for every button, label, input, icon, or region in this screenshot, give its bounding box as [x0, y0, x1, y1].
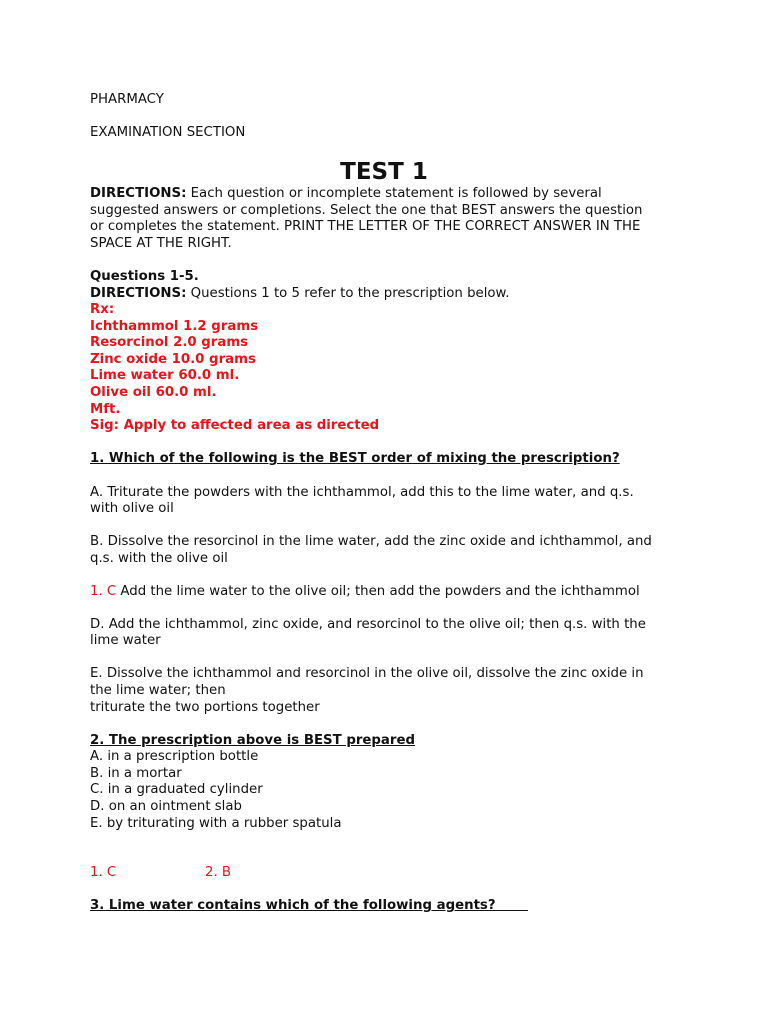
rx-ichthammol: Ichthammol 1.2 grams: [90, 319, 259, 334]
rx-zinc-oxide: Zinc oxide 10.0 grams: [90, 352, 256, 367]
directions-text-1: Each question or incomplete statement is followed by several: [186, 186, 602, 201]
q1-option-a-line-2: with olive oil: [90, 501, 174, 516]
rx-sig: Sig: Apply to affected area as directed: [90, 418, 380, 433]
q2-option-d: D. on an ointment slab: [90, 799, 242, 814]
q1-option-c: [90, 584, 640, 601]
header-pharmacy: PHARMACY: [90, 92, 164, 107]
rx-resorcinol: Resorcinol 2.0 grams: [90, 335, 249, 350]
q2-option-b: B. in a mortar: [90, 766, 182, 781]
header-exam-section: EXAMINATION SECTION: [90, 125, 246, 140]
answer-2: 2. B: [205, 865, 232, 880]
q1-option-e-line-2: the lime water; then: [90, 683, 226, 698]
q1-option-d-line-1: D. Add the ichthammol, zinc oxide, and resorcinol to the olive oil; then q.s. with the: [90, 617, 646, 632]
q1-option-a-line-1: A. Triturate the powders with the ichthammol, add this to the lime water, and q.s.: [90, 485, 634, 500]
q1-option-b-line-1: B. Dissolve the resorcinol in the lime water, add the zinc oxide and ichthammol, and: [90, 534, 652, 549]
rx-line: Rx:: [90, 302, 115, 317]
directions-line-4: SPACE AT THE RIGHT.: [90, 236, 232, 251]
q1-option-e-line-1: E. Dissolve the ichthammol and resorcinol in the olive oil, dissolve the zinc oxide in: [90, 666, 644, 681]
q2-option-e: E. by triturating with a rubber spatula: [90, 816, 342, 831]
questions-directions-text: Questions 1 to 5 refer to the prescription below.: [186, 286, 510, 301]
questions-directions-label: DIRECTIONS:: [90, 286, 187, 301]
questions-heading: Questions 1-5.: [90, 269, 199, 284]
q1-option-b-line-2: q.s. with the olive oil: [90, 551, 228, 566]
rx-mft: Mft.: [90, 402, 121, 417]
directions-line-1: [90, 186, 602, 203]
directions-label: DIRECTIONS:: [90, 186, 187, 201]
question-1: 1. Which of the following is the BEST order of mixing the prescription?: [90, 451, 620, 466]
answer-1: 1. C: [90, 865, 117, 880]
question-3-text: 3. Lime water contains which of the following agents?: [90, 898, 496, 913]
q2-option-c: C. in a graduated cylinder: [90, 782, 263, 797]
rx-olive-oil: Olive oil 60.0 ml.: [90, 385, 217, 400]
page-title: TEST 1: [340, 159, 428, 185]
question-3: [90, 898, 528, 915]
question-3-answer-blank: [496, 898, 528, 913]
rx-lime-water: Lime water 60.0 ml.: [90, 368, 240, 383]
q1-option-c-text: Add the lime water to the olive oil; then add the powders and the ichthammol: [116, 584, 640, 599]
q2-option-a: A. in a prescription bottle: [90, 749, 259, 764]
directions-line-2: suggested answers or completions. Select the one that BEST answers the question: [90, 203, 643, 218]
q1-option-c-marker: 1. C: [90, 584, 117, 599]
questions-directions: [90, 286, 509, 303]
q1-option-d-line-2: lime water: [90, 633, 161, 648]
question-2: 2. The prescription above is BEST prepared: [90, 733, 416, 748]
directions-line-3: or completes the statement. PRINT THE LETTER OF THE CORRECT ANSWER IN THE: [90, 219, 641, 234]
q1-option-e-line-3: triturate the two portions together: [90, 700, 320, 715]
